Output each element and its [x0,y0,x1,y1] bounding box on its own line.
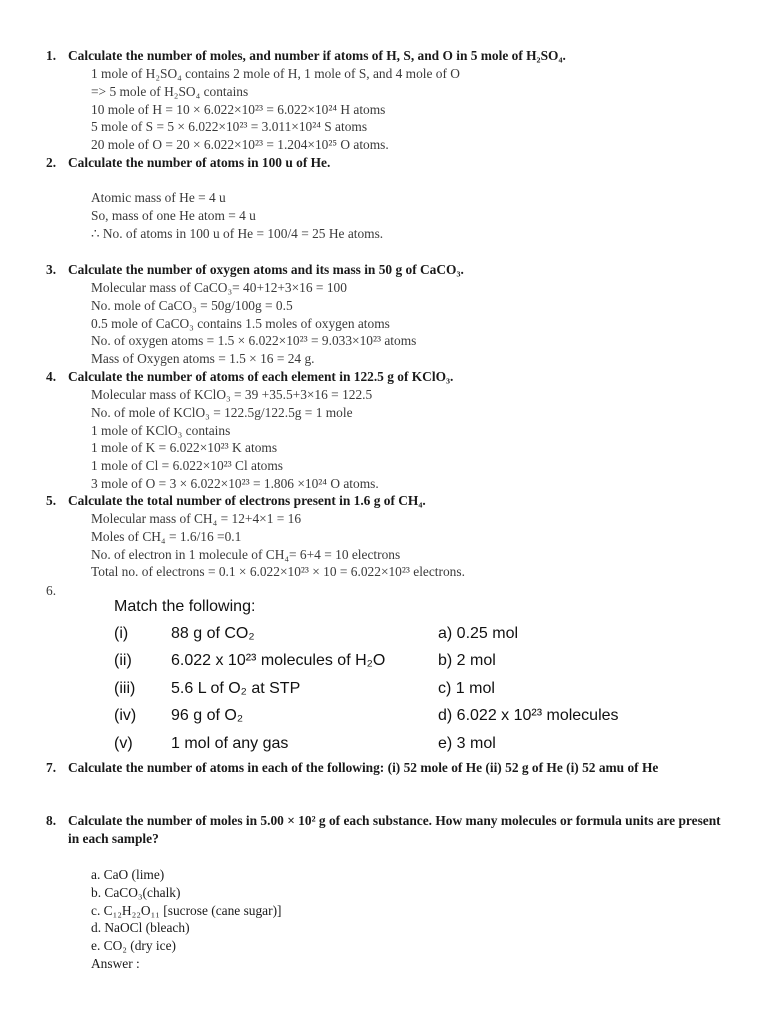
match-row [114,702,674,729]
answer-line: 1 mole of KClO₃ contains [91,422,231,438]
match-roman: (iv) [114,707,137,725]
question-text: Calculate the number of atoms of each element in 122.5 g of KClO₃. [68,369,454,384]
list-item: b. CaCO₃(chalk) [91,884,181,900]
answer-4 [91,386,731,493]
match-option: d) 6.022 x 10²³ molecules [438,707,619,725]
question-text: Calculate the number of oxygen atoms and its mass in 50 g of CaCO₃. [68,262,464,277]
match-roman: (iii) [114,679,136,697]
question-number: 4. [46,369,57,384]
answer-line: Molecular mass of CH₄ = 12+4×1 = 16 [91,511,302,526]
answer-line: 1 mole of Cl = 6.022×10²³ Cl atoms [91,458,283,474]
question-3 [46,261,726,279]
list-item: c. C₁₂H₂₂O₁₁ [sucrose (cane sugar)] [91,902,282,918]
answer-line: Moles of CH₄ = 1.6/16 =0.1 [91,528,242,544]
question-7 [46,759,726,777]
question-number: 3. [46,262,57,277]
answer-line: So, mass of one He atom = 4 u [91,207,256,223]
question-text: Calculate the total number of electrons present in 1.6 g of CH₄. [68,493,426,508]
answer-line: 10 mole of H = 10 × 6.022×10²³ = 6.022×10²⁴ H atoms [91,101,386,117]
match-item: 5.6 L of O₂ at STP [171,679,301,697]
answer-label: Answer : [91,955,140,971]
match-roman: (ii) [114,652,132,670]
answer-line: 0.5 mole of CaCO₃ contains 1.5 moles of oxygen atoms [91,315,390,331]
answer-line: No. mole of CaCO₃ = 50g/100g = 0.5 [91,297,293,313]
question-number: 7. [46,760,57,775]
answer-line: Atomic mass of He = 4 u [91,190,226,205]
question-text: Calculate the number of atoms in each of the following: (i) 52 mole of He (ii) 52 g of He (i) 52 amu of He [68,760,659,775]
match-row [114,620,674,647]
question-number: 8. [46,813,57,828]
answer-line: 5 mole of S = 5 × 6.022×10²³ = 3.011×10²⁴ S atoms [91,119,368,135]
match-roman: (i) [114,625,129,642]
answer-line: ∴ No. of atoms in 100 u of He = 100/4 = 25 He atoms. [91,225,384,241]
answer-line: Molecular mass of KClO₃ = 39 +35.5+3×16 = 122.5 [91,387,373,402]
answer-line: No. of mole of KClO₃ = 122.5g/122.5g = 1 mole [91,404,353,420]
answer-2 [91,189,731,242]
list-item: d. NaOCl (bleach) [91,920,190,936]
question-number: 5. [46,493,57,508]
match-item: 88 g of CO₂ [171,625,255,642]
match-option: e) 3 mol [438,734,496,752]
answer-line: No. of electron in 1 molecule of CH₄= 6+4 = 10 electrons [91,546,401,562]
answer-5 [91,510,731,581]
question-number: 6. [46,583,57,598]
match-roman: (v) [114,734,133,752]
match-option: b) 2 mol [438,652,496,670]
list-item: e. CO₂ (dry ice) [91,938,176,954]
list-item: a. CaO (lime) [91,867,165,882]
match-option: a) 0.25 mol [438,625,519,642]
answer-line: Molecular mass of CaCO₃= 40+12+3×16 = 100 [91,280,347,295]
question-text: Calculate the number of moles, and number if atoms of H, S, and O in 5 mole of H₂SO₄. [68,48,566,63]
match-row [114,675,674,702]
question-text: Calculate the number of moles in 5.00 × 10² g of each substance. How many molecules or formula units are present in each sample? [68,813,721,846]
answer-3 [91,279,731,368]
question-1 [46,47,726,65]
answer-line: Total no. of electrons = 0.1 × 6.022×10²³ × 10 = 6.022×10²³ electrons. [91,564,465,580]
match-item: 1 mol of any gas [171,734,289,752]
match-item: 96 g of O₂ [171,707,244,725]
answer-line: 20 mole of O = 20 × 6.022×10²³ = 1.204×10²⁵ O atoms. [91,137,389,153]
answer-line: 3 mole of O = 3 × 6.022×10²³ = 1.806 ×10²⁴ O atoms. [91,475,379,491]
answer-1 [91,65,731,154]
answer-line: No. of oxygen atoms = 1.5 × 6.022×10²³ = 9.033×10²³ atoms [91,333,417,349]
question-2 [46,154,726,172]
answer-line: => 5 mole of H₂SO₄ contains [91,83,249,99]
question-number: 2. [46,155,57,170]
answer-line: Mass of Oxygen atoms = 1.5 × 16 = 24 g. [91,351,315,367]
match-option: c) 1 mol [438,679,495,697]
question-4 [46,368,726,386]
match-the-following-table [114,594,674,757]
match-title: Match the following: [114,598,256,615]
question-text: Calculate the number of atoms in 100 u of He. [68,155,331,170]
substance-list [91,866,731,973]
answer-line: 1 mole of H₂SO₄ contains 2 mole of H, 1 mole of S, and 4 mole of O [91,66,460,81]
question-8 [46,812,726,848]
match-row [114,647,674,674]
question-number: 1. [46,48,57,63]
question-5 [46,492,726,510]
match-item: 6.022 x 10²³ molecules of H₂O [171,652,386,670]
match-row [114,730,674,757]
answer-line: 1 mole of K = 6.022×10²³ K atoms [91,440,278,456]
